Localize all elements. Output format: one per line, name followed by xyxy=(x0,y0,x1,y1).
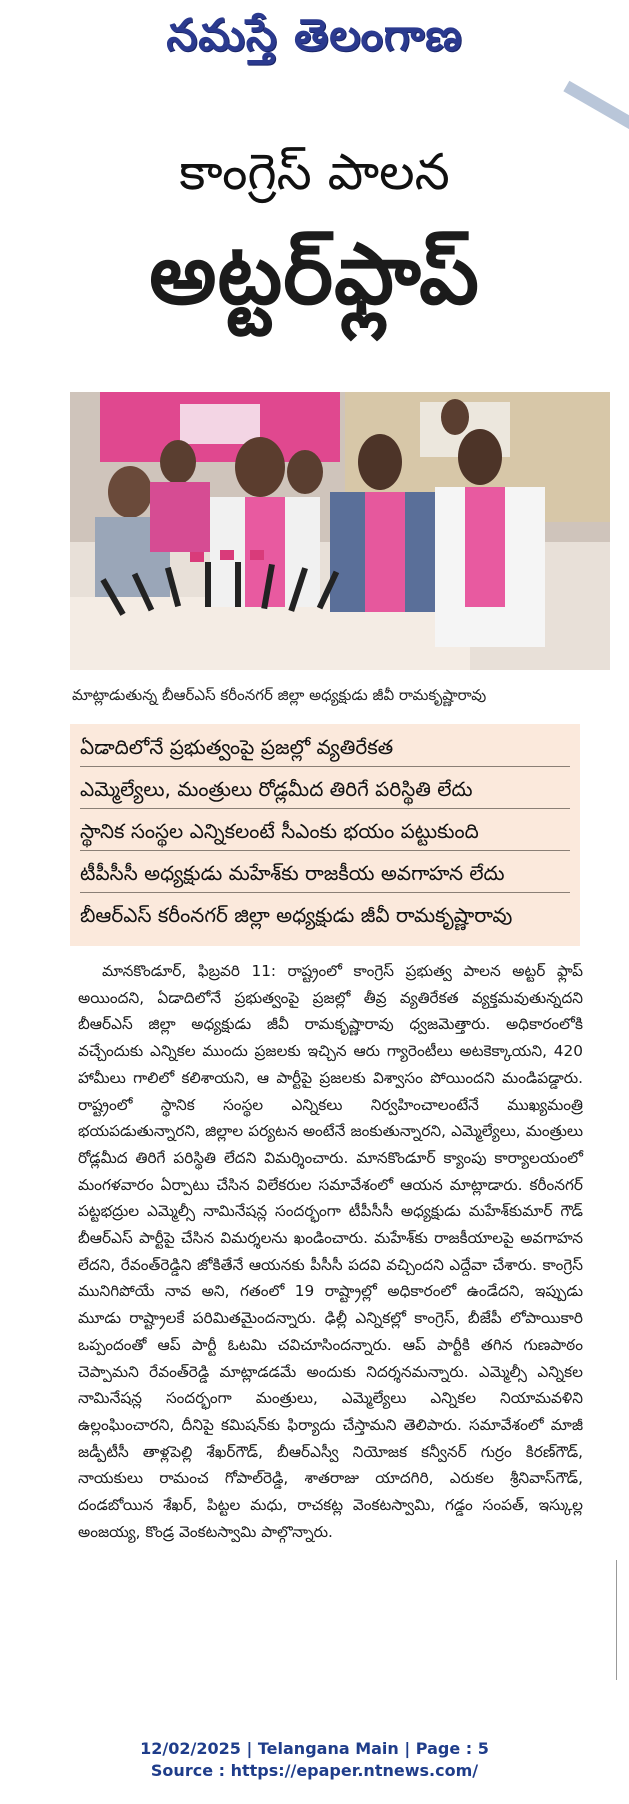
article-body: మానకొండూర్, ఫిబ్రవరి 11: రాష్ట్రంలో కాంగ్రెస్ ప్రభుత్వ పాలన అట్టర్ ఫ్లాప్ అయిందని, ఏడాదిలోనే ప్రభుత్వంపై ప్రజల్లో తీవ్ర వ్యతిరేకత వ్యక్తమవుతున్నదని బీఆర్‌ఎస్ జిల్లా అధ్యక్షుడు జీవీ రామకృష్ణారావు ధ్వజమెత్తారు. అధికారంలోకి వచ్చేందుకు ఎన్నికల ముందు ప్రజలకు ఇచ్చిన ఆరు గ్యారెంటీలు అటకెక్కాయని, 420 హామీలు గాలిలో కలిశాయని, ఆ పార్టీపై ప్రజలకు విశ్వాసం పోయిందని మండిపడ్డారు. రాష్ట్రంలో స్థానిక సంస్థల ఎన్నికలు నిర్వహించాలంటేనే ముఖ్యమంత్రి భయపడుతున్నారని, జిల్లాల పర్యటన అంటేనే జంకుతున్నారని, ఎమ్మెల్యేలు, మంత్రులు రోడ్లమీద తిరిగే పరిస్థితి లేదని విమర్శించారు. మానకొండూర్ క్యాంపు కార్యాలయంలో మంగళవారం ఏర్పాటు చేసిన విలేకరుల సమావేశంలో ఆయన మాట్లాడారు. కరీంనగర్ పట్టభద్రుల ఎమ్మెల్సీ నామినేషన్ల సందర్భంగా టీపీసీసీ అధ్యక్షుడు మహేశ్‌కుమార్ గౌడ్ బీఆర్‌ఎస్ పార్టీపై చేసిన విమర్శలను ఖండించారు. మహేశ్‌కు రాజకీయాలపై అవగాహన లేదని, రేవంత్‌రెడ్డిని జోకితేనే ఆయనకు పీసీసీ పదవి వచ్చిందని ఎద్దేవా చేశారు. కాంగ్రెస్ మునిగిపోయే నావ అని, గతంలో 19 రాష్ట్రాల్లో అధికారంలో ఉండేదని, ఇప్పుడు మూడు రాష్ట్రాలకే పరిమితమైందన్నారు. ఢిల్లీ ఎన్నికల్లో కాంగ్రెస్, బీజేపీ లోపాయికారి ఒప్పందంతో ఆప్ పార్టీ ఓటమి చవిచూసిందన్నారు. ఆప్ పార్టీకి తగిన గుణపాఠం చెప్పామని రేవంత్‌రెడ్డి మాట్లాడడమే అందుకు నిదర్శనమన్నారు. ఎమ్మెల్సీ ఎన్నికల నామినేషన్ల సందర్భంగా మంత్రులు, ఎమ్మెల్యేలు ఎన్నికల నియామవళిని ఉల్లంఘించారని, దీనిపై కమిషన్‌కు ఫిర్యాదు చేస్తామని తెలిపారు. సమావేశంలో మాజీ జడ్పీటీసీ తాళ్లపెల్లి శేఖర్‌గౌడ్, బీఆర్‌ఎస్వీ నియోజక కన్వీనర్ గుర్రం కిరణ్‌గౌడ్, నాయకులు రామంచ గోపాల్‌రెడ్డి, శాతరాజు యాదగిరి, ఎరుకల శ్రీనివాస్‌గౌడ్, దండబోయిన శేఖర్, పిట్టల మధు, రాచకట్ల వెంకటస్వామి, గడ్డం సంపత్, ఇస్కుల్ల అంజయ్య, కొండ్ర వెంకటస్వామి పాల్గొన్నారు. xyxy=(78,962,583,1541)
highlight-line: టీపీసీసీ అధ్యక్షుడు మహేశ్‌కు రాజకీయ అవగాహన లేదు xyxy=(80,861,505,885)
highlight-divider xyxy=(80,850,570,851)
highlight-box xyxy=(70,724,580,946)
highlight-divider xyxy=(80,892,570,893)
highlight-line: బీఆర్‌ఎస్ కరీంనగర్ జిల్లా అధ్యక్షుడు జీవీ రామకృష్ణారావు xyxy=(80,903,513,927)
footer-source-link[interactable]: Source : https://epaper.ntnews.com/ xyxy=(150,1761,479,1780)
photo-illustration xyxy=(70,392,610,670)
corner-stripe xyxy=(563,81,629,131)
newspaper-logo: నమస్తే తెలంగాణ xyxy=(166,10,463,61)
highlight-divider xyxy=(80,766,570,767)
column-rule xyxy=(616,1560,617,1680)
headline-main: అట్టర్‌ఫ్లాప్ xyxy=(149,225,480,323)
press-meet-photo xyxy=(70,392,610,670)
highlight-line: స్థానిక సంస్థల ఎన్నికలంటే సీఎంకు భయం పట్టుకుంది xyxy=(80,819,479,843)
highlight-line: ఎమ్మెల్యేలు, మంత్రులు రోడ్లమీద తిరిగే పరిస్థితి లేదు xyxy=(80,777,473,801)
headline-top: కాంగ్రెస్ పాలన xyxy=(179,143,450,201)
page-footer xyxy=(0,1738,629,1782)
highlight-line: ఏడాదిలోనే ప్రభుత్వంపై ప్రజల్లో వ్యతిరేకత xyxy=(80,735,394,759)
masthead xyxy=(0,6,629,70)
photo-caption: మాట్లాడుతున్న బీఆర్‌ఎస్ కరీంనగర్ జిల్లా అధ్యక్షుడు జీవీ రామకృష్ణారావు xyxy=(72,686,487,704)
highlight-divider xyxy=(80,808,570,809)
footer-date-edition: 12/02/2025 | Telangana Main | Page : 5 xyxy=(140,1739,489,1758)
